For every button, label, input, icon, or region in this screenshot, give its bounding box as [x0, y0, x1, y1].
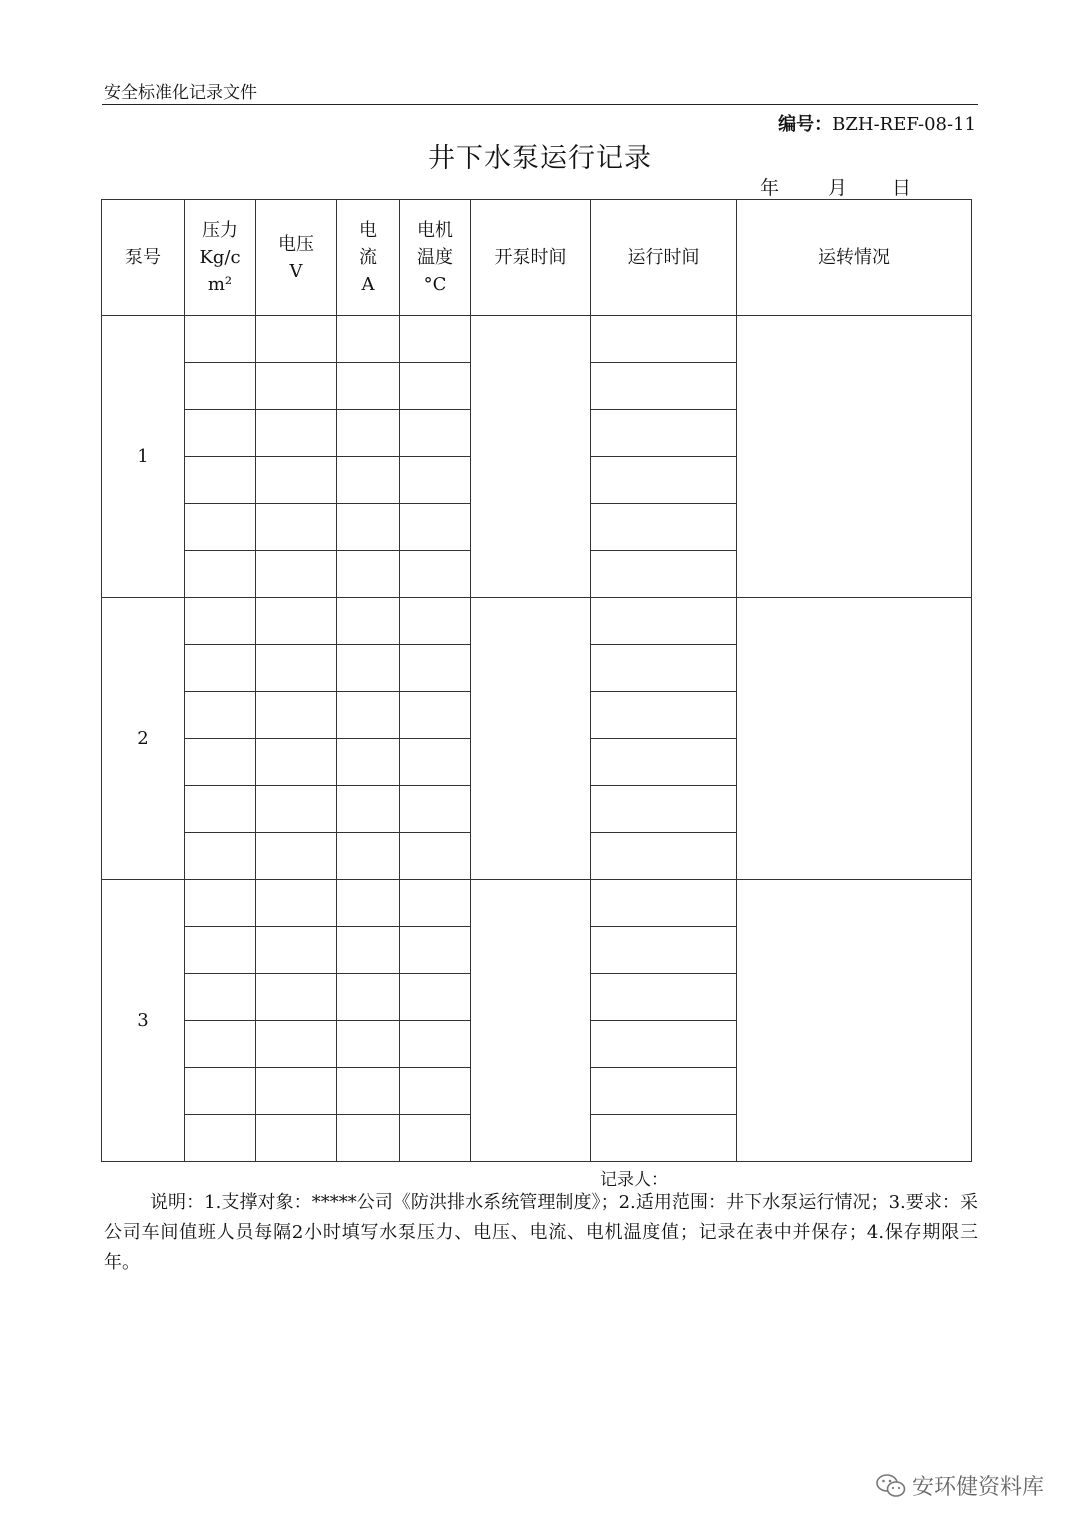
pressure-cell[interactable]: [185, 974, 256, 1021]
temperature-cell[interactable]: [400, 457, 471, 504]
pressure-cell[interactable]: [185, 692, 256, 739]
temperature-cell[interactable]: [400, 974, 471, 1021]
recorder-label: 记录人：: [600, 1170, 668, 1190]
current-cell[interactable]: [337, 1068, 400, 1115]
pressure-cell[interactable]: [185, 598, 256, 645]
run-time-cell[interactable]: [591, 363, 737, 410]
date-month: 月: [828, 177, 848, 199]
run-time-cell[interactable]: [591, 457, 737, 504]
run-time-cell[interactable]: [591, 739, 737, 786]
pressure-cell[interactable]: [185, 457, 256, 504]
temperature-cell[interactable]: [400, 363, 471, 410]
run-time-cell[interactable]: [591, 692, 737, 739]
pressure-cell[interactable]: [185, 880, 256, 927]
start-time-cell[interactable]: [471, 316, 591, 598]
record-table: [101, 199, 972, 1162]
header-rule: [102, 104, 978, 105]
run-time-cell[interactable]: [591, 974, 737, 1021]
temperature-cell[interactable]: [400, 410, 471, 457]
pressure-cell[interactable]: [185, 504, 256, 551]
voltage-cell[interactable]: [256, 598, 337, 645]
voltage-cell[interactable]: [256, 645, 337, 692]
pressure-cell[interactable]: [185, 645, 256, 692]
wechat-icon: [876, 1473, 906, 1499]
current-cell[interactable]: [337, 974, 400, 1021]
pressure-cell[interactable]: [185, 363, 256, 410]
current-cell[interactable]: [337, 457, 400, 504]
header-pump-no-label: 泵号: [125, 247, 161, 268]
temperature-cell[interactable]: [400, 692, 471, 739]
table-row: [102, 316, 972, 363]
pressure-cell[interactable]: [185, 1021, 256, 1068]
header-voltage: [256, 200, 337, 316]
temperature-cell[interactable]: [400, 598, 471, 645]
voltage-cell[interactable]: [256, 504, 337, 551]
header-temp-l2: 温度: [417, 247, 453, 268]
run-time-cell[interactable]: [591, 1068, 737, 1115]
header-current-l1: 电: [359, 220, 377, 241]
start-time-cell[interactable]: [471, 598, 591, 880]
temperature-cell[interactable]: [400, 1068, 471, 1115]
date-day: 日: [892, 177, 912, 199]
page-title: 井下水泵运行记录: [428, 143, 652, 174]
header-start-time-label: 开泵时间: [494, 247, 567, 268]
current-cell[interactable]: [337, 410, 400, 457]
header-start-time: [471, 200, 591, 316]
voltage-cell[interactable]: [256, 457, 337, 504]
current-cell[interactable]: [337, 504, 400, 551]
voltage-cell[interactable]: [256, 833, 337, 880]
run-time-cell[interactable]: [591, 504, 737, 551]
pressure-cell[interactable]: [185, 786, 256, 833]
run-time-cell[interactable]: [591, 833, 737, 880]
temperature-cell[interactable]: [400, 504, 471, 551]
temperature-cell[interactable]: [400, 1021, 471, 1068]
table-row: [102, 598, 972, 645]
doc-number-value: BZH-REF-08-11: [832, 114, 976, 135]
status-cell[interactable]: [737, 880, 972, 1162]
header-pressure-l1: 压力: [202, 220, 238, 241]
header-text: 安全标准化记录文件: [104, 83, 257, 103]
current-cell[interactable]: [337, 786, 400, 833]
pressure-cell[interactable]: [185, 551, 256, 598]
status-cell[interactable]: [737, 598, 972, 880]
current-cell[interactable]: [337, 833, 400, 880]
header-status: [737, 200, 972, 316]
temperature-cell[interactable]: [400, 739, 471, 786]
current-cell[interactable]: [337, 645, 400, 692]
temperature-cell[interactable]: [400, 316, 471, 363]
note-text: 说明：1.支撑对象：*****公司《防洪排水系统管理制度》；2.适用范围：井下水泵运行情况；3.要求：采公司车间值班人员每隔2小时填写水泵压力、电压、电流、电机温度值；记录在表中并保存；4.保存期限三年。: [104, 1192, 978, 1273]
temperature-cell[interactable]: [400, 880, 471, 927]
header-current: [337, 200, 400, 316]
run-time-cell[interactable]: [591, 1115, 737, 1162]
table-row: [102, 880, 972, 927]
date-line: [760, 173, 911, 200]
current-cell[interactable]: [337, 692, 400, 739]
date-year: 年: [760, 177, 780, 199]
current-cell[interactable]: [337, 316, 400, 363]
pressure-cell[interactable]: [185, 410, 256, 457]
run-time-cell[interactable]: [591, 1021, 737, 1068]
current-cell[interactable]: [337, 551, 400, 598]
header-status-label: 运转情况: [818, 247, 890, 268]
doc-number-label: 编号：: [778, 114, 833, 135]
run-time-cell[interactable]: [591, 598, 737, 645]
temperature-cell[interactable]: [400, 833, 471, 880]
current-cell[interactable]: [337, 1115, 400, 1162]
current-cell[interactable]: [337, 739, 400, 786]
run-time-cell[interactable]: [591, 927, 737, 974]
temperature-cell[interactable]: [400, 1115, 471, 1162]
watermark-text: 安环健资料库: [911, 1475, 1044, 1500]
current-cell[interactable]: [337, 880, 400, 927]
current-cell[interactable]: [337, 598, 400, 645]
header-voltage-l2: V: [289, 260, 303, 282]
voltage-cell[interactable]: [256, 692, 337, 739]
header-row: [102, 200, 972, 316]
pressure-cell[interactable]: [185, 833, 256, 880]
pressure-cell[interactable]: [185, 739, 256, 786]
header-temp-l3: °C: [423, 274, 447, 295]
run-time-cell[interactable]: [591, 880, 737, 927]
table-body: [102, 316, 972, 1162]
current-cell[interactable]: [337, 927, 400, 974]
voltage-cell[interactable]: [256, 316, 337, 363]
temperature-cell[interactable]: [400, 786, 471, 833]
header-current-l3: A: [361, 274, 375, 295]
temperature-cell[interactable]: [400, 927, 471, 974]
voltage-cell[interactable]: [256, 1115, 337, 1162]
voltage-cell[interactable]: [256, 974, 337, 1021]
pressure-cell[interactable]: [185, 927, 256, 974]
voltage-cell[interactable]: [256, 1021, 337, 1068]
voltage-cell[interactable]: [256, 786, 337, 833]
voltage-cell[interactable]: [256, 927, 337, 974]
header-temp-l1: 电机: [417, 220, 453, 241]
temperature-cell[interactable]: [400, 551, 471, 598]
header-pressure-l2: Kg/c: [199, 247, 241, 268]
voltage-cell[interactable]: [256, 410, 337, 457]
header-voltage-l1: 电压: [278, 233, 314, 255]
current-cell[interactable]: [337, 363, 400, 410]
run-time-cell[interactable]: [591, 786, 737, 833]
run-time-cell[interactable]: [591, 410, 737, 457]
doc-number: [778, 110, 976, 136]
voltage-cell[interactable]: [256, 1068, 337, 1115]
run-time-cell[interactable]: [591, 316, 737, 363]
header-pressure-l3: m²: [207, 274, 233, 295]
voltage-cell[interactable]: [256, 551, 337, 598]
pressure-cell[interactable]: [185, 316, 256, 363]
run-time-cell[interactable]: [591, 645, 737, 692]
pressure-cell[interactable]: [185, 1068, 256, 1115]
header-temperature: [400, 200, 471, 316]
header-run-time: [591, 200, 737, 316]
pump-number-cell: 1: [102, 316, 185, 598]
status-cell[interactable]: [737, 316, 972, 598]
pressure-cell[interactable]: [185, 1115, 256, 1162]
current-cell[interactable]: [337, 1021, 400, 1068]
header-run-time-label: 运行时间: [627, 247, 700, 268]
voltage-cell[interactable]: [256, 739, 337, 786]
header-pump-no: [102, 200, 185, 316]
pump-number-cell: 2: [102, 598, 185, 880]
voltage-cell[interactable]: [256, 880, 337, 927]
run-time-cell[interactable]: [591, 551, 737, 598]
temperature-cell[interactable]: [400, 645, 471, 692]
pump-number-cell: 3: [102, 880, 185, 1162]
header-pressure: [185, 200, 256, 316]
start-time-cell[interactable]: [471, 880, 591, 1162]
watermark: [876, 1470, 1044, 1501]
header-current-l2: 流: [359, 247, 377, 268]
voltage-cell[interactable]: [256, 363, 337, 410]
